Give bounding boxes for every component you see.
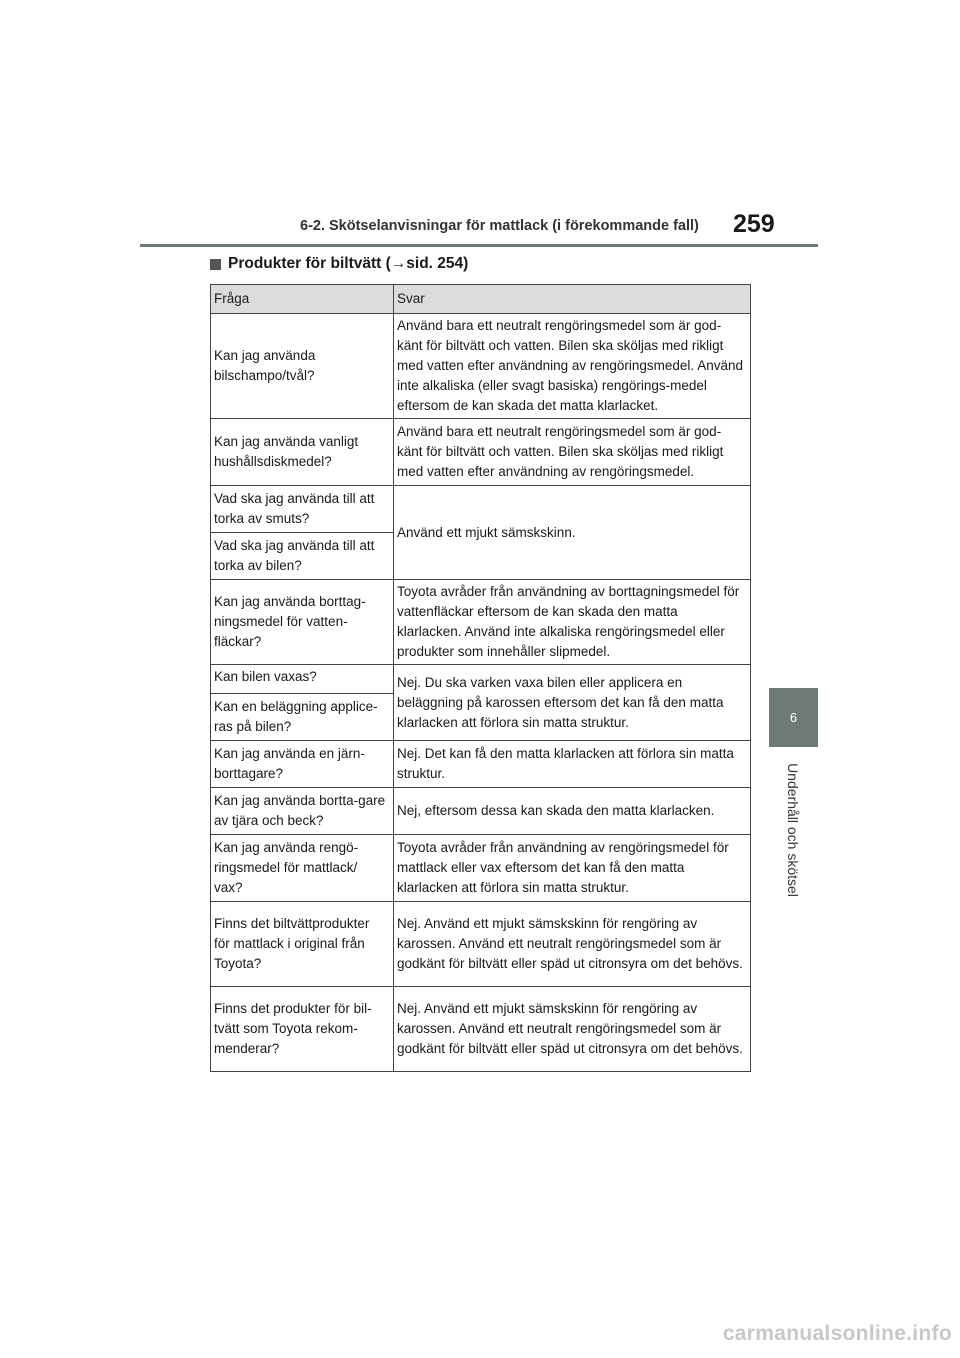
question-cell: Vad ska jag använda till att torka av smuts? [211,486,394,533]
heading-text: Produkter för biltvätt ( [228,255,391,272]
question-cell: Kan jag använda vanligt hushållsdiskmedel? [211,419,394,486]
section-title: 6-2. Skötselanvisningar för mattlack (i förekommande fall) [300,218,699,234]
section-heading [210,255,468,273]
question-cell: Kan jag använda bilschampo/tvål? [211,314,394,419]
column-header-question: Fråga [211,285,394,314]
answer-cell: Nej. Du ska varken vaxa bilen eller applicera en beläggning på karossen eftersom det kan få den matta klarlacken att förlora sin matta struktur. [394,665,751,741]
watermark: carmanualsonline.info [722,1322,952,1345]
table-row [211,580,751,665]
question-cell: Kan jag använda en järn-borttagare? [211,741,394,788]
table-row [211,987,751,1072]
table-header-row [211,285,751,314]
answer-cell: Använd bara ett neutralt rengöringsmedel som är god-känt för biltvätt och vatten. Bilen ska sköljas med rikligt med vatten efter användning av rengöringsmedel. [394,419,751,486]
page-number: 259 [733,210,775,238]
answer-cell: Toyota avråder från användning av rengöringsmedel för mattlack eller vax eftersom det kan få den matta klarlacken att förlora sin matta struktur. [394,835,751,902]
chapter-label: Underhåll och skötsel [785,763,801,897]
header-rule [140,244,818,247]
faq-table [210,284,751,1072]
question-cell: Kan jag använda rengö-ringsmedel för mattlack/ vax? [211,835,394,902]
table-row [211,902,751,987]
answer-cell: Använd ett mjukt sämskskinn. [394,486,751,580]
question-cell: Finns det produkter för bil-tvätt som Toyota rekom-menderar? [211,987,394,1072]
table-row [211,835,751,902]
table-row [211,314,751,419]
question-cell: Kan bilen vaxas? [211,665,394,694]
square-bullet-icon [210,259,221,270]
question-cell: Kan jag använda bortta-gare av tjära och beck? [211,788,394,835]
column-header-answer: Svar [394,285,751,314]
answer-cell: Använd bara ett neutralt rengöringsmedel som är god-känt för biltvätt och vatten. Bilen ska sköljas med rikligt med vatten efter användning av rengöringsmedel. Använd inte alkaliska (eller svagt basiska) rengörings-medel eftersom de kan skada det matta klarlacket. [394,314,751,419]
answer-cell: Nej. Det kan få den matta klarlacken att förlora sin matta struktur. [394,741,751,788]
answer-cell: Nej, eftersom dessa kan skada den matta klarlacken. [394,788,751,835]
question-cell: Kan jag använda borttag-ningsmedel för vatten-fläckar? [211,580,394,665]
chapter-tab: 6 [769,688,818,747]
question-cell: Kan en beläggning applice-ras på bilen? [211,694,394,741]
question-cell: Vad ska jag använda till att torka av bilen? [211,533,394,580]
answer-cell: Toyota avråder från användning av borttagningsmedel för vattenfläckar eftersom de kan skada den matta klarlacken. Använd inte alkaliska rengöringsmedel eller produkter som innehåller slipmedel. [394,580,751,665]
table-row [211,486,751,533]
table-row [211,788,751,835]
page-reference-link[interactable]: sid. 254) [406,255,469,272]
table-row [211,665,751,694]
table-row [211,741,751,788]
answer-cell: Nej. Använd ett mjukt sämskskinn för rengöring av karossen. Använd ett neutralt rengöringsmedel som är godkänt för biltvätt eller späd ut citronsyra om det behövs. [394,902,751,987]
answer-cell: Nej. Använd ett mjukt sämskskinn för rengöring av karossen. Använd ett neutralt rengöringsmedel som är godkänt för biltvätt eller späd ut citronsyra om det behövs. [394,987,751,1072]
arrow-icon: → [390,255,407,272]
table-row [211,419,751,486]
question-cell: Finns det biltvättprodukter för mattlack i original från Toyota? [211,902,394,987]
